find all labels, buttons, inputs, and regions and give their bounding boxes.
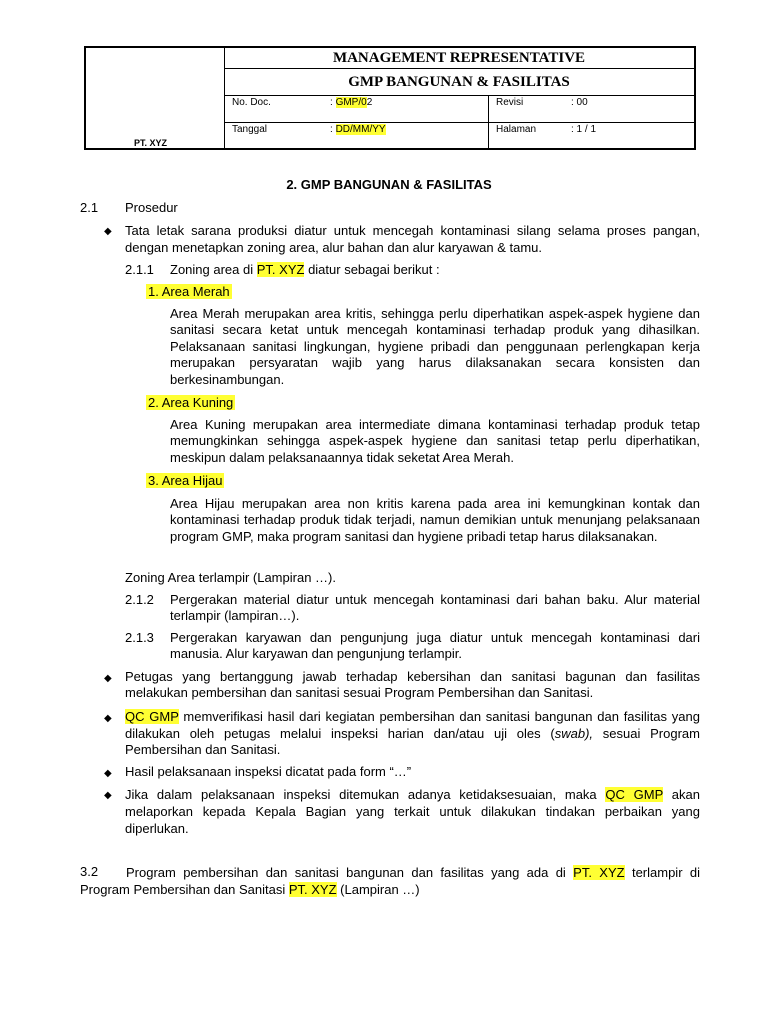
zone-title-merah: 1. Area Merah [148, 284, 230, 299]
zone-text-merah: Area Merah merupakan area kritis, sehingga perlu diperhatikan aspek-aspek hygiene dan sanitasi secara ketat untuk mencegah kontaminasi terhadap produk yang dihasilkan. Pelaksanaan sanitasi lingkungan, hygiene pribadi dan penggunaan perlengkapan kerja merupakan persyaratan wajib yang harus dilaksanakan secara konsisten dan berkesinambungan. [170, 306, 700, 387]
halaman-value: : 1 / 1 [571, 124, 597, 135]
section-number-2-1: 2.1 [80, 200, 99, 215]
no-doc-value: : GMP/02 [330, 97, 373, 108]
zone-title-hijau: 3. Area Hijau [148, 473, 223, 488]
no-doc-label: No. Doc. [232, 97, 271, 108]
zoning-intro: Zoning area di PT. XYZ diatur sebagai berikut : [170, 262, 440, 277]
header-row-doc [224, 96, 694, 123]
bullet-text-petugas: Petugas yang bertanggung jawab terhadap kebersihan dan sanitasi bagunan dan fasilitas melakukan pembersihan dan sanitasi sesuai Program Pembersihan dan Sanitasi. [125, 669, 700, 700]
tanggal-label: Tanggal [232, 124, 268, 135]
header-row-date [224, 123, 694, 148]
company-name: PT. XYZ [134, 138, 168, 148]
tanggal-value: : DD/MM/YY [330, 124, 386, 135]
bullet-icon: ◆ [104, 226, 112, 237]
section-number-2-1-2: 2.1.2 [125, 592, 154, 607]
header-title-management: MANAGEMENT REPRESENTATIVE [224, 48, 694, 69]
bullet-icon: ◆ [104, 768, 112, 779]
company-logo-cell [86, 48, 225, 148]
bullet-icon: ◆ [104, 790, 112, 801]
document-header-table [84, 46, 696, 150]
material-flow-text: Pergerakan material diatur untuk mencegah kontaminasi dari bahan baku. Alur material terlampir (lampiran…). [170, 592, 700, 623]
section-number-3-2: 3.2 [80, 864, 99, 879]
bullet-text-nonconformity: Jika dalam pelaksanaan inspeksi ditemukan adanya ketidaksesuaian, maka QC GMP akan melaporkan kepada Kepala Bagian yang terkait untuk dilakukan tindakan perbaikan yang diperlukan. [125, 787, 700, 836]
zone-text-kuning: Area Kuning merupakan area intermediate dimana kontaminasi terhadap produk tetap memungkinkan sehingga aspek-aspek hygiene dan sanitasi tetap perlu diperhatikan, meskipun dalam pelaksanaannya tidak seketat Area Merah. [170, 417, 700, 465]
bullet-icon: ◆ [104, 713, 112, 724]
zoning-attachment-note: Zoning Area terlampir (Lampiran …). [125, 570, 336, 585]
zone-text-hijau: Area Hijau merupakan area non kritis karena pada area ini kemungkinan kontak dan kontaminasi terhadap produk tidak terjadi, namun demikian untuk menunjang pelaksanaan program GMP, maka program sanitasi dan hygiene pribadi tetap harus dilaksanakan. [170, 496, 700, 544]
section-title-prosedur: Prosedur [125, 200, 178, 215]
bullet-icon: ◆ [104, 673, 112, 684]
cleaning-program-text: Program pembersihan dan sanitasi bangunan dan fasilitas yang ada di PT. XYZ terlampir di Program Pembersihan dan Sanitasi PT. XYZ (Lampiran …) [80, 865, 700, 897]
zone-title-kuning: 2. Area Kuning [148, 395, 234, 410]
section-number-2-1-3: 2.1.3 [125, 630, 154, 645]
personnel-flow-text: Pergerakan karyawan dan pengunjung juga diatur untuk mencegah kontaminasi dari manusia. Alur karyawan dan pengunjung terlampir. [170, 630, 700, 661]
revisi-label: Revisi [496, 97, 524, 108]
halaman-label: Halaman [496, 124, 537, 135]
bullet-text-qc-verification: QC GMP memverifikasi hasil dari kegiatan pembersihan dan sanitasi bangunan dan fasilitas yang dilakukan oleh petugas melalui inspeksi harian dan/atau uji oles (swab), sesuai Program Pembersihan dan Sanitasi. [125, 709, 700, 757]
bullet-text-tata-letak: Tata letak sarana produksi diatur untuk mencegah kontaminasi silang selama proses pangan, dengan menetapkan zoning area, alur bahan dan alur karyawan & tamu. [125, 223, 700, 255]
section-number-2-1-1: 2.1.1 [125, 262, 154, 277]
header-title-gmp: GMP BANGUNAN & FASILITAS [224, 69, 694, 96]
section-heading: 2. GMP BANGUNAN & FASILITAS [286, 177, 492, 192]
revisi-value: : 00 [571, 97, 588, 108]
bullet-text-inspection-form: Hasil pelaksanaan inspeksi dicatat pada form “…” [125, 764, 412, 779]
